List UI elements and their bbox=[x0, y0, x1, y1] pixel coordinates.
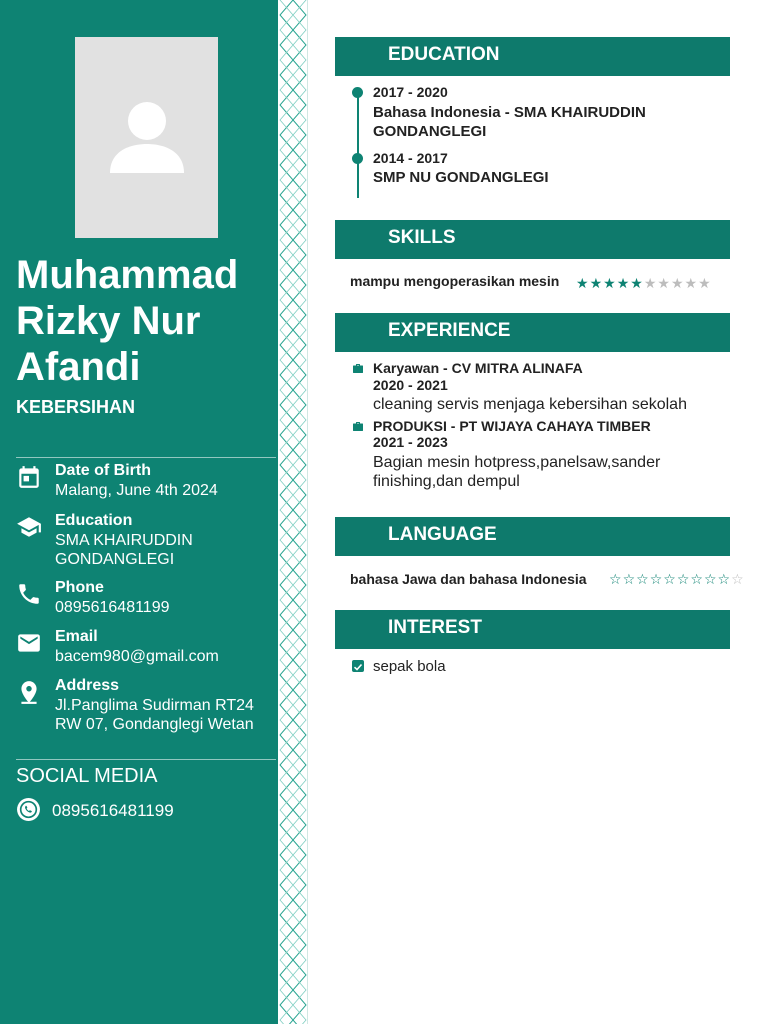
profile-photo bbox=[75, 37, 218, 238]
job-role: KEBERSIHAN bbox=[16, 397, 136, 417]
experience-years: 2020 - 2021 bbox=[373, 377, 448, 393]
interest-label: sepak bola bbox=[373, 658, 446, 675]
briefcase-icon bbox=[352, 421, 364, 432]
dob-item bbox=[16, 462, 274, 502]
education-value: SMA KHAIRUDDIN GONDANGLEGI bbox=[55, 532, 193, 568]
graduation-cap-icon bbox=[16, 514, 42, 540]
star-empty-icon: ★ bbox=[684, 275, 699, 291]
section-header-skills: SKILLS bbox=[335, 220, 730, 259]
language-name: bahasa Jawa dan bahasa Indonesia bbox=[350, 571, 587, 587]
location-pin-icon bbox=[16, 679, 42, 705]
star-filled-icon: ★ bbox=[630, 275, 644, 291]
avatar-placeholder-icon bbox=[108, 99, 186, 177]
full-name: Muhammad Rizky Nur Afandi bbox=[16, 253, 239, 389]
experience-description: cleaning servis menjaga kebersihan sekolah bbox=[373, 396, 687, 413]
experience-years: 2021 - 2023 bbox=[373, 434, 448, 450]
whatsapp-icon bbox=[16, 797, 41, 822]
star-outline-icon: ☆ bbox=[663, 571, 677, 587]
address-label: Address bbox=[55, 677, 120, 694]
address-value: Jl.Panglima Sudirman RT24 RW 07, Gondanglegi Wetan bbox=[55, 697, 254, 733]
experience-description: Bagian mesin hotpress,panelsaw,sander finishing,dan dempul bbox=[373, 454, 661, 490]
phone-label: Phone bbox=[55, 579, 104, 596]
briefcase-icon bbox=[352, 363, 364, 374]
social-media-title: SOCIAL MEDIA bbox=[16, 765, 158, 787]
star-outline-icon: ☆ bbox=[717, 571, 732, 587]
timeline-dot bbox=[352, 87, 363, 98]
education-years: 2014 - 2017 bbox=[373, 150, 448, 166]
timeline-dot bbox=[352, 153, 363, 164]
star-filled-icon: ★ bbox=[603, 275, 617, 291]
star-outline-icon: ☆ bbox=[649, 571, 664, 587]
star-empty-icon: ★ bbox=[698, 275, 712, 291]
education-timeline bbox=[357, 92, 359, 198]
address-item bbox=[16, 677, 274, 755]
star-filled-icon: ★ bbox=[589, 275, 604, 291]
star-outline-icon: ☆ bbox=[703, 571, 718, 587]
dob-value: Malang, June 4th 2024 bbox=[55, 482, 218, 499]
experience-title: PRODUKSI - PT WIJAYA CAHAYA TIMBER bbox=[373, 418, 651, 434]
language-rating bbox=[609, 571, 768, 588]
star-empty-icon: ★ bbox=[643, 275, 658, 291]
checkbox-icon bbox=[352, 660, 364, 672]
email-label: Email bbox=[55, 628, 98, 645]
section-header-interest: INTEREST bbox=[335, 610, 730, 649]
sidebar-divider bbox=[16, 759, 276, 760]
star-outline-icon: ☆ bbox=[622, 571, 637, 587]
diamond-pattern bbox=[278, 0, 308, 1024]
email-icon bbox=[16, 630, 42, 656]
star-outline-icon: ☆ bbox=[690, 571, 704, 587]
dob-label: Date of Birth bbox=[55, 462, 151, 479]
education-label: Education bbox=[55, 512, 133, 529]
calendar-icon bbox=[16, 464, 42, 490]
education-school: SMP NU GONDANGLEGI bbox=[373, 169, 549, 186]
education-school: Bahasa Indonesia - SMA KHAIRUDDIN GONDANGLEGI bbox=[373, 104, 646, 140]
star-empty-icon: ★ bbox=[670, 275, 685, 291]
section-header-experience: EXPERIENCE bbox=[335, 313, 730, 352]
sidebar bbox=[0, 0, 278, 1024]
education-years: 2017 - 2020 bbox=[373, 84, 448, 100]
skill-name: mampu mengoperasikan mesin bbox=[350, 273, 560, 289]
email-value: bacem980@gmail.com bbox=[55, 648, 219, 665]
skill-rating bbox=[576, 275, 712, 292]
experience-title: Karyawan - CV MITRA ALINAFA bbox=[373, 360, 583, 376]
phone-item bbox=[16, 579, 274, 619]
section-header-education: EDUCATION bbox=[335, 37, 730, 76]
star-outline-icon: ☆ bbox=[731, 571, 745, 587]
star-outline-icon: ☆ bbox=[609, 571, 623, 587]
sidebar-divider bbox=[16, 457, 276, 458]
whatsapp-number: 0895616481199 bbox=[52, 801, 174, 820]
section-header-language: LANGUAGE bbox=[335, 517, 730, 556]
education-item bbox=[16, 512, 274, 570]
email-item bbox=[16, 628, 274, 668]
star-outline-icon: ☆ bbox=[636, 571, 650, 587]
whatsapp-item bbox=[16, 797, 174, 823]
decorative-pattern-strip bbox=[278, 0, 308, 1024]
phone-value: 0895616481199 bbox=[55, 599, 170, 616]
star-filled-icon: ★ bbox=[576, 275, 590, 291]
star-filled-icon: ★ bbox=[616, 275, 631, 291]
star-outline-icon: ☆ bbox=[676, 571, 691, 587]
phone-icon bbox=[16, 581, 42, 607]
star-empty-icon: ★ bbox=[657, 275, 671, 291]
